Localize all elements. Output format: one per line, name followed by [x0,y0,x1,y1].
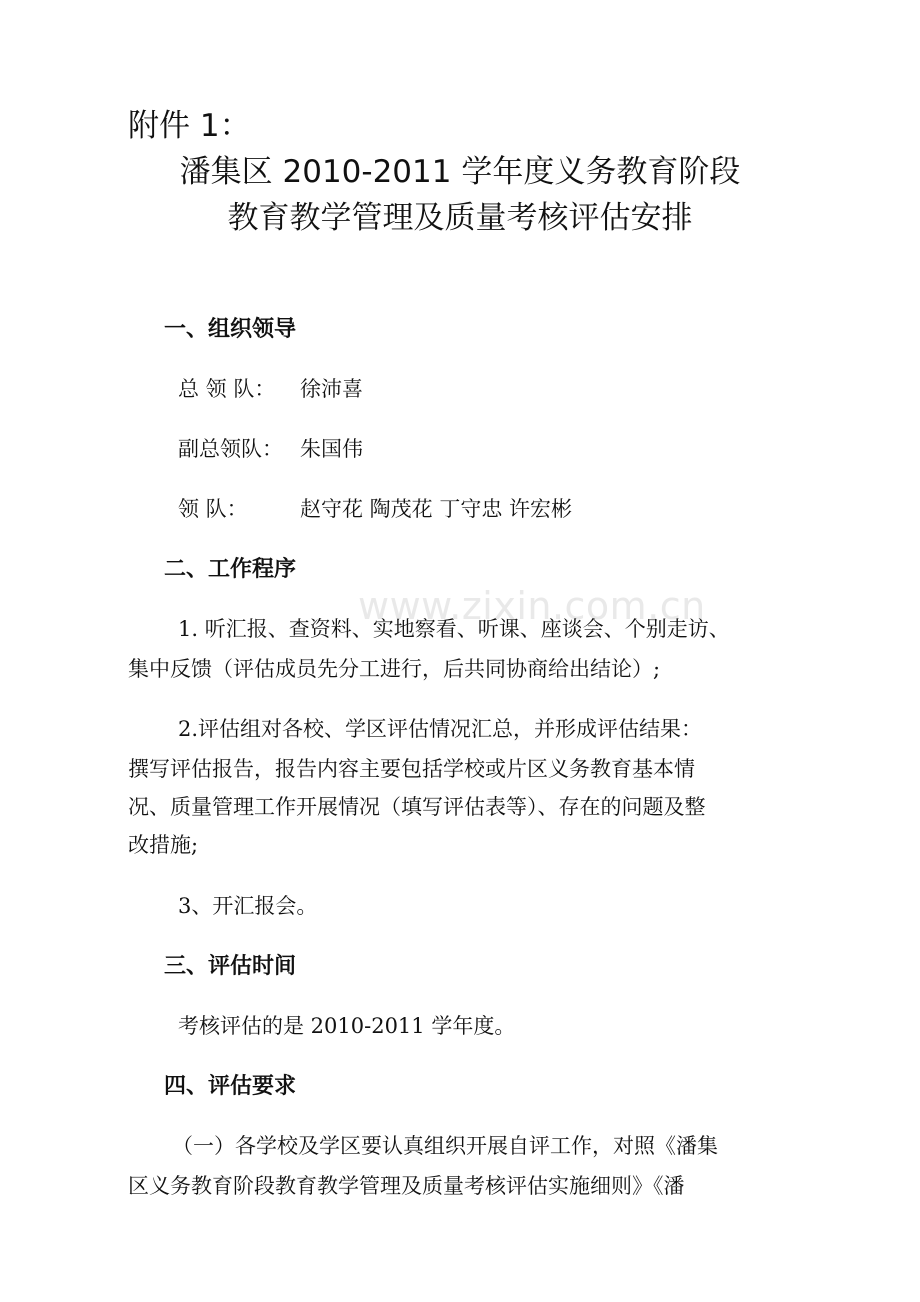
requirements-line-1: （一）各学校及学区要认真组织开展自评工作，对照《潘集 [172,1134,718,1158]
procedure-item-1-line-2: 集中反馈（评估成员先分工进行，后共同协商给出结论）; [128,657,661,681]
section-heading-requirements: 四、评估要求 [164,1074,297,1099]
document-title-line-2: 教育教学管理及质量考核评估安排 [227,200,693,236]
section-heading-procedure: 二、工作程序 [164,557,297,582]
requirements-line-2: 区义务教育阶段教育教学管理及质量考核评估实施细则》《潘 [128,1174,685,1198]
timing-text: 考核评估的是 2010-2011 学年度。 [178,1014,516,1038]
watermark-text: www.zixin.com.cn [358,584,706,628]
deputy-leader-label: 副总领队： [178,437,283,461]
procedure-item-2-line-2: 撰写评估报告，报告内容主要包括学校或片区义务教育基本情 [128,757,695,781]
organization-row-deputy-leader [178,437,363,462]
attachment-label: 附件 1： [128,108,251,144]
team-leader-names: 赵守花 陶茂花 丁守忠 许宏彬 [300,497,573,521]
deputy-leader-name: 朱国伟 [300,437,363,461]
procedure-item-2-line-3: 况、质量管理工作开展情况（填写评估表等）、存在的问题及整 [128,795,706,819]
chief-leader-label: 总 领 队： [178,377,276,401]
procedure-item-2-line-4: 改措施; [128,833,199,857]
procedure-item-3: 3、开汇报会。 [178,894,318,918]
organization-row-team-leaders [178,497,572,522]
section-heading-organization: 一、组织领导 [164,317,297,342]
chief-leader-name: 徐沛喜 [300,377,363,401]
document-title-line-1: 潘集区 2010-2011 学年度义务教育阶段 [179,154,741,190]
team-leader-label: 领 队： [178,497,248,521]
procedure-item-1-line-1: 1. 听汇报、查资料、实地察看、听课、座谈会、个别走访、 [178,617,730,641]
procedure-item-2-line-1: 2.评估组对各校、学区评估情况汇总，并形成评估结果： [178,717,703,741]
organization-row-chief-leader [178,377,363,402]
section-heading-timing: 三、评估时间 [164,954,297,979]
